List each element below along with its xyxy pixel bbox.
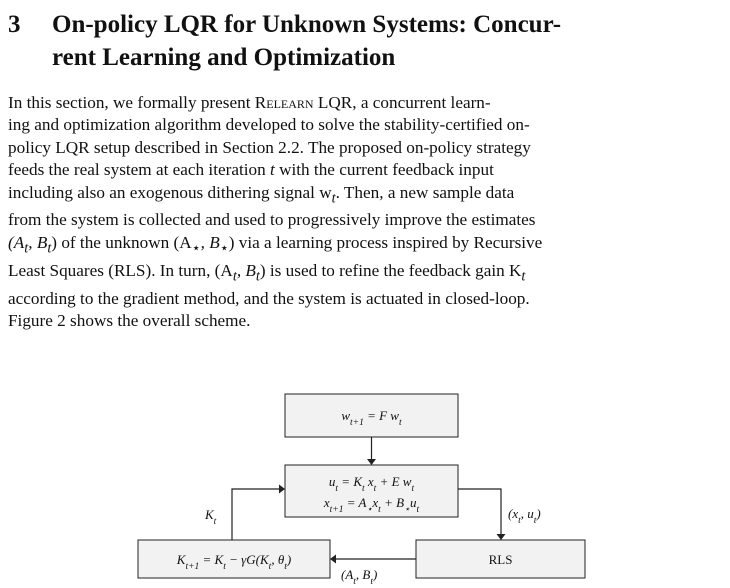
arrowhead-icon [279, 485, 285, 494]
paragraph-line: including also an exogenous dithering signal $w_t$. Then, a new sample data [8, 182, 515, 207]
estimates-edge-label: ($A_t$, $B_t$) [341, 567, 378, 587]
dynamics-equation: $x_{t+1} = A_⋆x_t + B_⋆u_t$ [323, 495, 420, 515]
system-to-rls-arrow [458, 489, 501, 534]
dither-equation: $w_{t+1} = F$ $w_t$ [341, 408, 402, 428]
gain-update-equation: $K_{t+1} = K_t - \gamma G(K_t$, $\theta_t$) [176, 552, 292, 572]
section-title-line-1: On-policy LQR for Unknown Systems: Concur- [52, 11, 562, 38]
arrowhead-icon [330, 555, 336, 564]
state-input-edge-label: ($x_t$, $u_t$) [508, 506, 541, 526]
paragraph-line: Least Squares (RLS). In turn, ($A_t$, $B_t$) is used to refine the feedback gain $K_t$ [8, 260, 526, 285]
algorithm-name: Relearn [254, 93, 314, 112]
paragraph-line: according to the gradient method, and the system is actuated in closed-loop. [8, 288, 530, 308]
body-paragraph [8, 92, 724, 332]
rls-label: RLS [488, 552, 513, 567]
paragraph-line: In this section, we formally present Relearn LQR, a concurrent learn- [8, 93, 491, 112]
arrowhead-icon [497, 534, 506, 540]
paragraph-line: Figure 2 shows the overall scheme. [8, 310, 251, 330]
paragraph-line: ing and optimization algorithm developed to solve the stability-certified on- [8, 115, 530, 135]
gain-to-system-arrow [232, 489, 279, 540]
section-number: 3 [8, 11, 21, 38]
paragraph-line: feeds the real system at each iteration t with the current feedback input [8, 160, 494, 180]
paragraph-line: policy LQR setup described in Section 2.2. The proposed on-policy strategy [8, 137, 531, 157]
paragraph-line: from the system is collected and used to progressively improve the estimates [8, 210, 536, 230]
gain-edge-label: $K_t$ [205, 507, 217, 527]
block-diagram [0, 380, 730, 588]
section-title-line-2: rent Learning and Optimization [52, 44, 396, 71]
arrowhead-icon [367, 459, 376, 465]
paragraph-line: ($A_t$, $B_t$) of the unknown ($A_⋆$, $B_⋆$) via a learning process inspired by Recursive [8, 232, 543, 257]
control-law-equation: $u_t = K_t$ $x_t + E$ $w_t$ [328, 474, 415, 494]
